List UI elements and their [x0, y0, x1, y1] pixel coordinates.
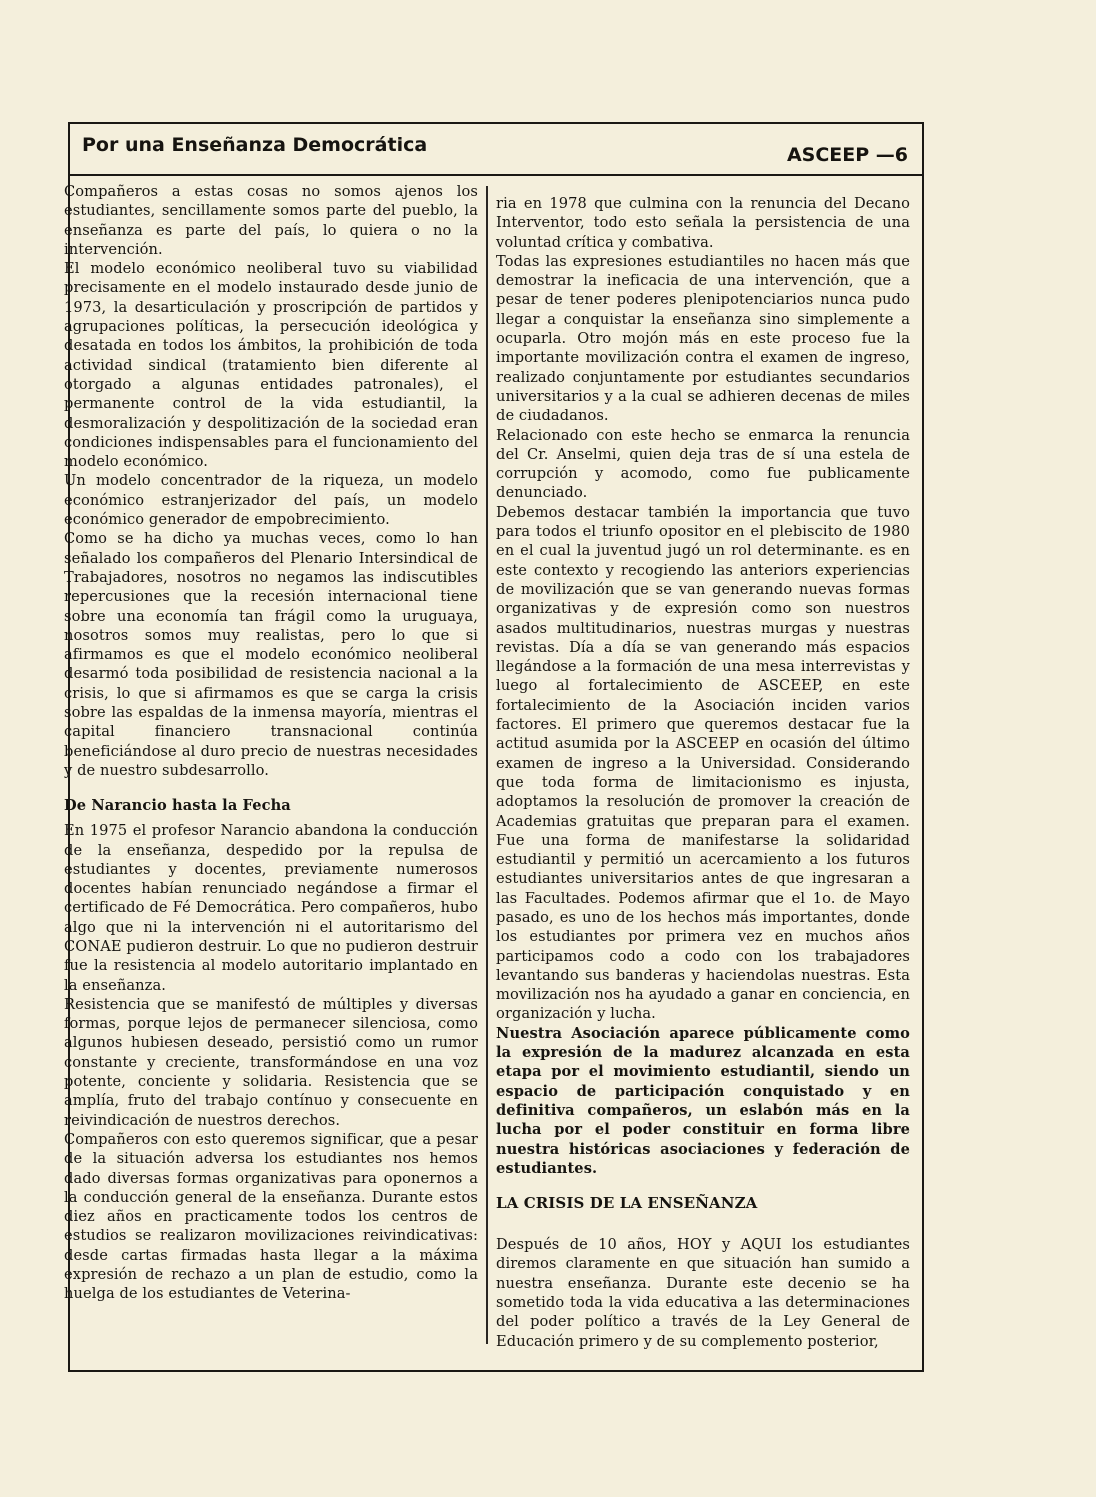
- right-column: [496, 194, 910, 1351]
- page-title: Por una Enseñanza Democrática: [82, 134, 428, 156]
- section-heading: LA CRISIS DE LA ENSEÑANZA: [496, 1194, 758, 1213]
- issue-label: ASCEEP —6: [786, 144, 908, 166]
- paragraph: Todas las expresiones estudiantiles no hacen más que demostrar la ineficacia de una intervención, que a pesar de tener poderes plenipotenciarios nunca pudo llegar a conquistar la enseñanza sino simplemente a ocuparla. Otro mojón más en este proceso fue la importante movilización contra el examen de ingreso, realizado conjuntamente por estudiantes secundarios universitarios y a la cual se adhieren decenas de miles de ciudadanos.: [496, 252, 910, 425]
- paragraph: Relacionado con este hecho se enmarca la renuncia del Cr. Anselmi, quien deja tras de sí una estela de corrupción y acomodo, como fue publicamente denunciado.: [496, 426, 910, 502]
- paragraph: Compañeros con esto queremos significar, que a pesar de la situación adversa los estudiantes nos hemos dado diversas formas organizativas para oponernos a la conducción general de la enseñanza. Durante estos diez años en practicamente todos los centros de estudios se realizaron movilizaciones reivindicativas: desde cartas firmadas hasta llegar a la máxima expresión de rechazo a un plan de estudio, como la huelga de los estudiantes de Veterina-: [64, 1130, 478, 1303]
- paragraph: Compañeros a estas cosas no somos ajenos los estudiantes, sencillamente somos parte del pueblo, la enseñanza es parte del país, lo quiera o no la intervención.: [64, 183, 478, 258]
- bold-statement: Nuestra Asociación aparece públicamente como la expresión de la madurez alcanzada en esta etapa por el movimiento estudiantil, siendo un espacio de participación conquistado y en definitiva compañeros, un eslabón más en la lucha por el poder constituir en forma libre nuestra históricas asociaciones y federación de estudiantes.: [496, 1024, 910, 1177]
- paragraph: Resistencia que se manifestó de múltiples y diversas formas, porque lejos de permanecer silenciosa, como algunos hubiesen deseado, persistió como un rumor constante y creciente, transformándose en una voz potente, conciente y solidaria. Resistencia que se amplía, fruto del trabajo contínuo y consecuente en reivindicación de nuestros derechos.: [64, 995, 478, 1129]
- paragraph: En 1975 el profesor Narancio abandona la conducción de la enseñanza, despedido por la repulsa de estudiantes y docentes, previamente numerosos docentes habían renunciado negándose a firmar el certificado de Fé Democrática. Pero compañeros, hubo algo que ni la intervención ni el autoritarismo del CONAE pudieron destruir. Lo que no pudieron destruir fue la resistencia al modelo autoritario implantado en la enseñanza.: [64, 822, 478, 994]
- paragraph: El modelo económico neoliberal tuvo su viabilidad precisamente en el modelo instaurado desde junio de 1973, la desarticulación y proscripción de partidos y agrupaciones políticas, la persecución ideológica y desatada en todos los ámbitos, la prohibición de toda actividad sindical (tratamiento bien diferente al otorgado a algunas entidades patronales), el permanente control de la vida estudiantil, la desmoralización y despolitización de la sociedad eran condiciones indispensables para el funcionamiento del modelo económico.: [64, 260, 478, 471]
- page-header: [68, 122, 924, 176]
- paragraph: ria en 1978 que culmina con la renuncia del Decano Interventor, todo esto señala la persistencia de una voluntad crítica y combativa.: [496, 195, 910, 251]
- column-divider: [486, 186, 488, 1344]
- section-heading: De Narancio hasta la Fecha: [64, 797, 291, 815]
- paragraph: Después de 10 años, HOY y AQUI los estudiantes diremos claramente en que situación han sumido a nuestra enseñanza. Durante este decenio se ha sometido toda la vida educativa a las determinaciones del poder político a través de la Ley General de Educación primero y de su complemento posterior,: [496, 1236, 910, 1350]
- paragraph: Un modelo concentrador de la riqueza, un modelo económico estranjerizador del país, un modelo económico generador de empobrecimiento.: [64, 472, 478, 529]
- paragraph: Como se ha dicho ya muchas veces, como lo han señalado los compañeros del Plenario Intersindical de Trabajadores, nosotros no negamos las indiscutibles repercusiones que la recesión internacional tiene sobre una economía tan frágil como la uruguaya, nosotros somos muy realistas, pero lo que si afirmamos es que el modelo económico neoliberal desarmó toda posibilidad de resistencia nacional a la crisis, lo que si afirmamos es que se carga la crisis sobre las espaldas de la inmensa mayoría, mientras el capital financiero transnacional continúa beneficiándose al duro precio de nuestras necesidades y de nuestro subdesarrollo.: [64, 530, 478, 779]
- paragraph: Debemos destacar también la importancia que tuvo para todos el triunfo opositor en el plebiscito de 1980 en el cual la juventud jugó un rol determinante. es en este contexto y recogiendo las anteriors experiencias de movilización que se van generando nuevas formas organizativas y de expresión como son nuestros asados multitudinarios, nuestras murgas y nuestras revistas. Día a día se van generando más espacios llegándose a la formación de una mesa interrevistas y luego al fortalecimiento de ASCEEP, en este fortalecimiento de la Asociación inciden varios factores. El primero que queremos destacar fue la actitud asumida por la ASCEEP en ocasión del último examen de ingreso a la Universidad. Considerando que toda forma de limitacionismo es injusta, adoptamos la resolución de promover la creación de Academias gratuitas que preparan para el examen. Fue una forma de manifestarse la solidaridad estudiantil y permitió un acercamiento a los futuros estudiantes universitarios antes de que ingresaran a las Facultades. Podemos afirmar que el 1o. de Mayo pasado, es uno de los hechos más importantes, donde los estudiantes por primera vez en muchos años participamos codo a codo con los trabajadores levantando sus banderas y haciendolas nuestras. Esta movilización nos ha ayudado a ganar en conciencia, en organización y lucha.: [496, 503, 910, 1023]
- left-column: [64, 182, 478, 1304]
